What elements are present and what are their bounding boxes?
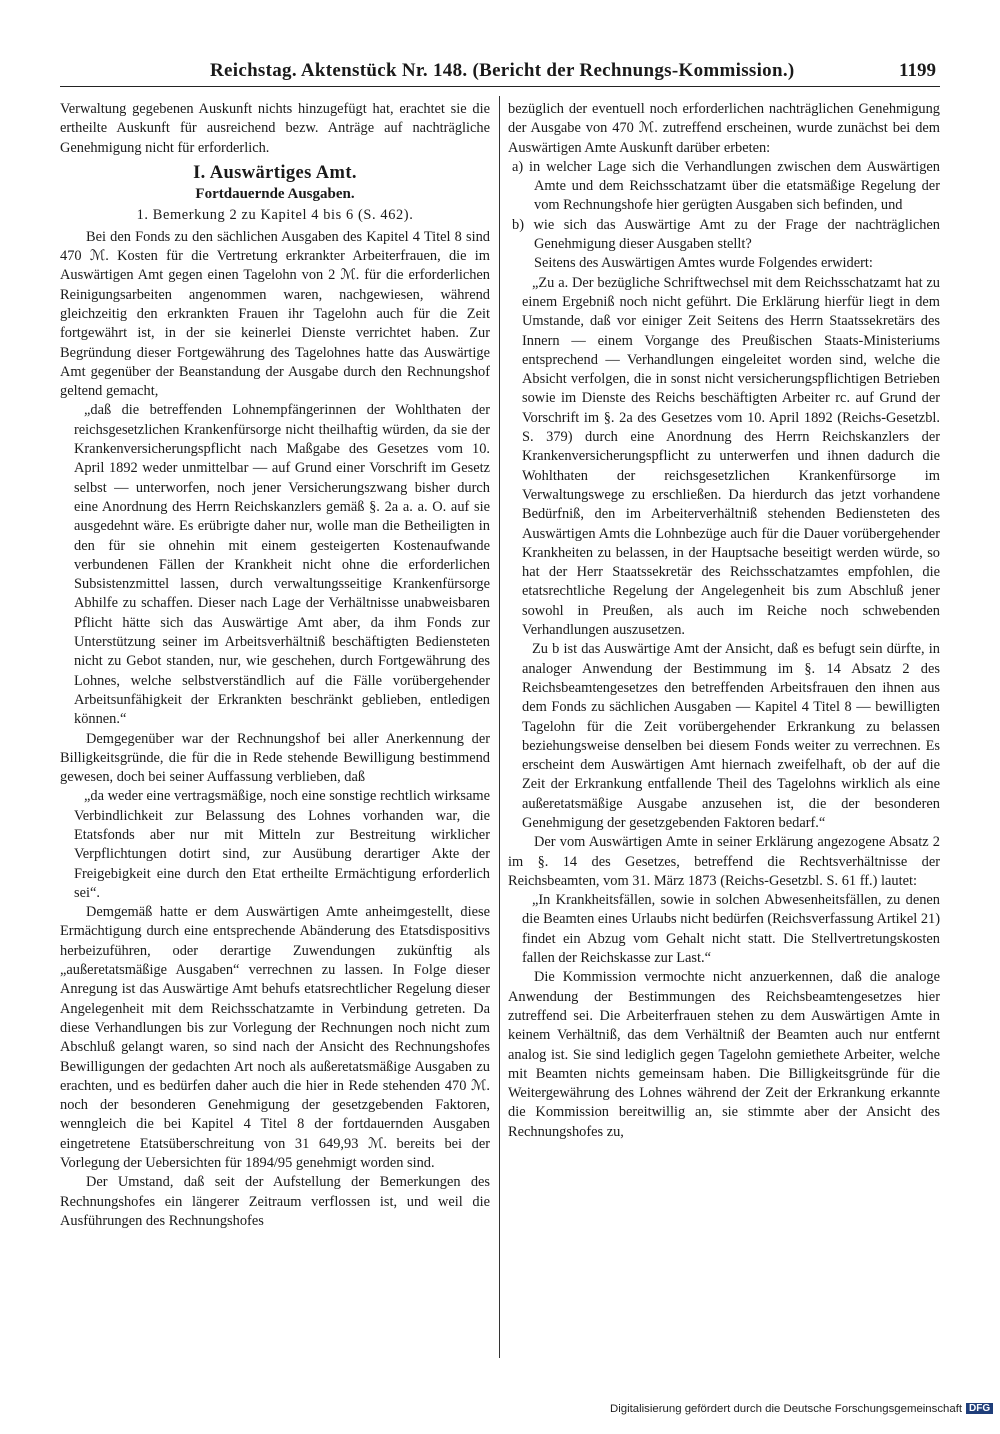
subsection-title: Fortdauernde Ausgaben. [195,186,355,203]
remark-heading: 1. Bemerkung 2 zu Kapitel 4 bis 6 (S. 462). [136,207,414,224]
dfg-logo: DFG [966,1403,993,1414]
right-quote-b: Zu b ist das Auswärtige Amt der Ansicht, daß es befugt sein dürfte, in analoger Anwendung der Bestimmung im §. 14 Absatz 2 des Reichsbeamtengesetzes den betreffenden Arbeitsfrauen den ihnen aus dem Fonds zu sächlichen Ausgaben — Kapitel 4 Titel 8 — bewilligten Tagelohn für die Zeit vorübergehender Erkrankung zu belassen beziehungsweise denselben bei diesem Fonds weiter zu verrechnen. Es erscheint dem Auswärtigen Amt hiernach zweifelhaft, ob der auf die Zeit der Erkrankung entfallende Theil des Tagelohns wirklich als eine außeretatsmäßige Ausgabe anzusehen ist, die der besonderen Genehmigung der gesetzgebenden Faktoren bedarf.“ [522,641,940,831]
right-paragraph-3: Die Kommission vermochte nicht anzuerkennen, daß die analoge Anwendung der Bestimmungen des Reichsbeamtengesetzes hier zutreffend sei. Die Arbeiterfrauen stehen zu dem Auswärtigen Amte in keinem Verhältniß, das dem Verhältniß der Beamten auch nur entfernt analog ist. Sie sind lediglich gegen Tagelohn gemiethete Arbeiter, welche mit Beamten nichts gemeinsam haben. Die Billigkeitsgründe für die Weitergewährung des Lohnes während der Zeit der Erkrankung erkannte die Kommission bereitwillig an, sie stimmte aber der Ansicht des Rechnungshofes zu, [508,969,940,1140]
page-header [60,58,940,87]
footer-credit: Digitalisierung gefördert durch die Deutsche Forschungsgemeinschaft [610,1403,963,1415]
column-divider [499,96,500,1358]
running-title: Reichstag. Aktenstück Nr. 148. (Bericht der Rechnungs-Kommission.) [210,60,795,81]
right-quote-a: „Zu a. Der bezügliche Schriftwechsel mit dem Reichsschatzamt hat zu einem Ergebniß noch nicht geführt. Die Erklärung hierfür liegt in dem Umstande, daß vor einiger Zeit Seitens des Herrn Staatssekretärs des Innern — einem Vorgange des Preußischen Staats-Ministeriums entsprechend — Verhandlungen eingeleitet worden sind, welche die Absicht verfolgen, die in sonst nicht versicherungspflichtigen Betrieben sowie im Dienste des Reichs beschäftigten Arbeiter rc. auf Grund der Vorschrift im §. 2a des Gesetzes vom 10. April 1892 (Reichs-Gesetzbl. S. 379) durch eine Anordnung des Herrn Reichskanzlers der Krankenversicherungspflicht zu unterwerfen und ihnen dadurch die Wohlthaten der reichsgesetzlichen Krankenfürsorge im Verwaltungswege zu erschließen. Da hierdurch das jetzt vorhandene Bedürfniß, den im Arbeiterverhältniß stehenden Bediensteten des Auswärtigen Amts die Lohnbezüge auch für die Dauer vorübergehender Krankheiten zu belassen, in der Hauptsache beseitigt werden würde, so hat der Herr Staatssekretär des Reichsschatzamtes empfohlen, die etatsrechtliche Regelung der Angelegenheit bis zum Abschluß jener sowohl in Preußen, als auch im Reiche noch schwebenden Verhandlungen auszusetzen. [522,274,940,639]
left-paragraph-1: Bei den Fonds zu den sächlichen Ausgaben des Kapitel 4 Titel 8 sind 470 ℳ. Kosten für die Vertretung erkrankter Arbeiterfrauen, die im Auswärtigen Amt gegen einen Tagelohn von 2 ℳ. für die erforderlichen Reinigungsarbeiten angenommen waren, nachgewiesen, während gleichzeitig den erkrankten Frauen ihr Tagelohn auch für die Zeit fortgewährt ist, in der sie keinerlei Dienste verrichtet haben. Zur Begründung dieser Fortgewährung des Tagelohnes hatte das Auswärtige Amt gegenüber der Beanstandung der Ausgabe durch den Rechnungshof geltend gemacht, [60,228,490,400]
list-item-a: a) in welcher Lage sich die Verhandlungen zwischen dem Auswärtigen Amte und dem Reichsschatzamt über die etatsmäßige Regelung der vom Rechnungshofe hier gerügten Ausgaben sich befinden, und [512,158,940,214]
list-item-b: b) wie sich das Auswärtige Amt zu der Frage der nachträglichen Genehmigung dieser Ausgaben stellt? [512,216,940,253]
right-intro-paragraph: bezüglich der eventuell noch erforderlichen nachträglichen Genehmigung der Ausgabe von 470 ℳ. zutreffend erscheinen, wurde zunächst bei dem Auswärtigen Amte Auskunft darüber erbeten: [508,101,940,156]
left-quote-2: „da weder eine vertragsmäßige, noch eine sonstige rechtlich wirksame Verbindlichkeit zur Belassung des Lohnes vorhanden war, die Etatsfonds aber nur mit Mitteln zur Bestreitung wirklicher Verpflichtungen dotirt sind, zur Ausübung derartiger Akte der Freigebigkeit eine durch den Etat ertheilte Ermächtigung erforderlich sei“. [74,788,490,901]
page-number: 1199 [899,60,936,81]
left-paragraph-3: Demgemäß hatte er dem Auswärtigen Amte anheimgestellt, diese Ermächtigung durch eine entsprechende Abänderung des Etatsdispositivs herbeizuführen, oder derartige Zuwendungen zukünftig als „außeretatsmäßige Ausgaben“ verrechnen zu lassen. In Folge dieser Anregung ist das Auswärtige Amt behufs etatsrechtlicher Regelung dieser Angelegenheit mit dem Reichsschatzamte in Verbindung getreten. Da diese Verhandlungen bis zur Vorlegung der Rechnungen noch nicht zum Abschluß gelangt waren, so sind nach der Ansicht des Rechnungshofes Bewilligungen der gedachten Art noch als außeretatsmäßige Ausgaben zu erachten, und es bedürfen daher auch die hier in Rede stehenden 470 ℳ. noch der besonderen Genehmigung der gesetzgebenden Faktoren, wenngleich die bei Kapitel 4 Titel 8 der fortdauernden Ausgaben eingetretene Etatsüberschreitung von 31 649,93 ℳ. bereits bei der Vorlegung der Uebersichten für 1894/95 genehmigt worden sind. [60,904,490,1172]
left-column [60,100,490,1360]
left-intro-paragraph: Verwaltung gegebenen Auskunft nichts hinzugefügt hat, erachtet sie die ertheilte Auskunft für ausreichend bezw. Anträge auf nachträgliche Genehmigung nicht für erforderlich. [60,101,490,156]
left-paragraph-4: Der Umstand, daß seit der Aufstellung der Bemerkungen des Rechnungshofes ein längerer Zeitraum verflossen ist, und weil die Ausführungen des Rechnungshofes [60,1174,490,1229]
right-quote-3: „In Krankheitsfällen, sowie in solchen Abwesenheitsfällen, zu denen die Beamten eines Urlaubs nicht bedürfen (Reichsverfassung Artikel 21) findet ein Abzug vom Gehalt nicht statt. Die Stellvertretungskosten fallen der Reichskasse zur Last.“ [522,892,940,967]
left-paragraph-2: Demgegenüber war der Rechnungshof bei aller Anerkennung der Billigkeitsgründe, die für die in Rede stehende Bewilligung bestimmend gewesen, doch bei seiner Auffassung verblieben, daß [60,730,490,786]
left-quote-1: „daß die betreffenden Lohnempfängerinnen der Wohlthaten der reichsgesetzlichen Krankenfürsorge nicht theilhaftig würden, da sie der Krankenversicherungspflicht nach Maßgabe des Gesetzes vom 10. April 1892 weder unmittelbar — auf Grund einer Vorschrift im Gesetz selbst — unterworfen, noch jener Versicherungszwang bisher durch eine Anordnung des Herrn Reichskanzlers gemäß §. 2a a. a. O. auf sie ausgedehnt wäre. Es erübrigte daher nur, wolle man die Betheiligten in den für sie ohnehin mit einem gesteigerten Kostenaufwande verbundenen Fällen der Krankheit nicht ohne die erforderlichen Subsistenzmittel lassen, durch verwaltungsseitige Krankenfürsorge Abhilfe zu schaffen. Dieser nach Lage der Verhältnisse unabweisbaren Pflicht hätte sich das Auswärtige Amt aber, da ihm Fonds zur Unterstützung seiner im Arbeitsverhältniß beschäftigten Bediensteten nicht zu Gebot standen, nur, wie geschehen, durch Fortgewährung des Lohnes, welche selbstverständlich auf die Fälle vorübergehender Arbeitsunfähigkeit der Erkrankten beschränkt geblieben, entledigen können.“ [74,402,490,728]
digitization-footer [610,1403,992,1419]
right-paragraph-2: Der vom Auswärtigen Amte in seiner Erklärung angezogene Absatz 2 im §. 14 des Gesetzes, betreffend die Rechtsverhältnisse der Reichsbeamten, vom 31. März 1873 (Reichs-Gesetzbl. S. 61 ff.) lautet: [508,834,940,889]
section-title: I. Auswärtiges Amt. [193,162,357,183]
right-paragraph-1: Seitens des Auswärtigen Amtes wurde Folgendes erwidert: [534,255,873,272]
right-column [508,100,940,1360]
